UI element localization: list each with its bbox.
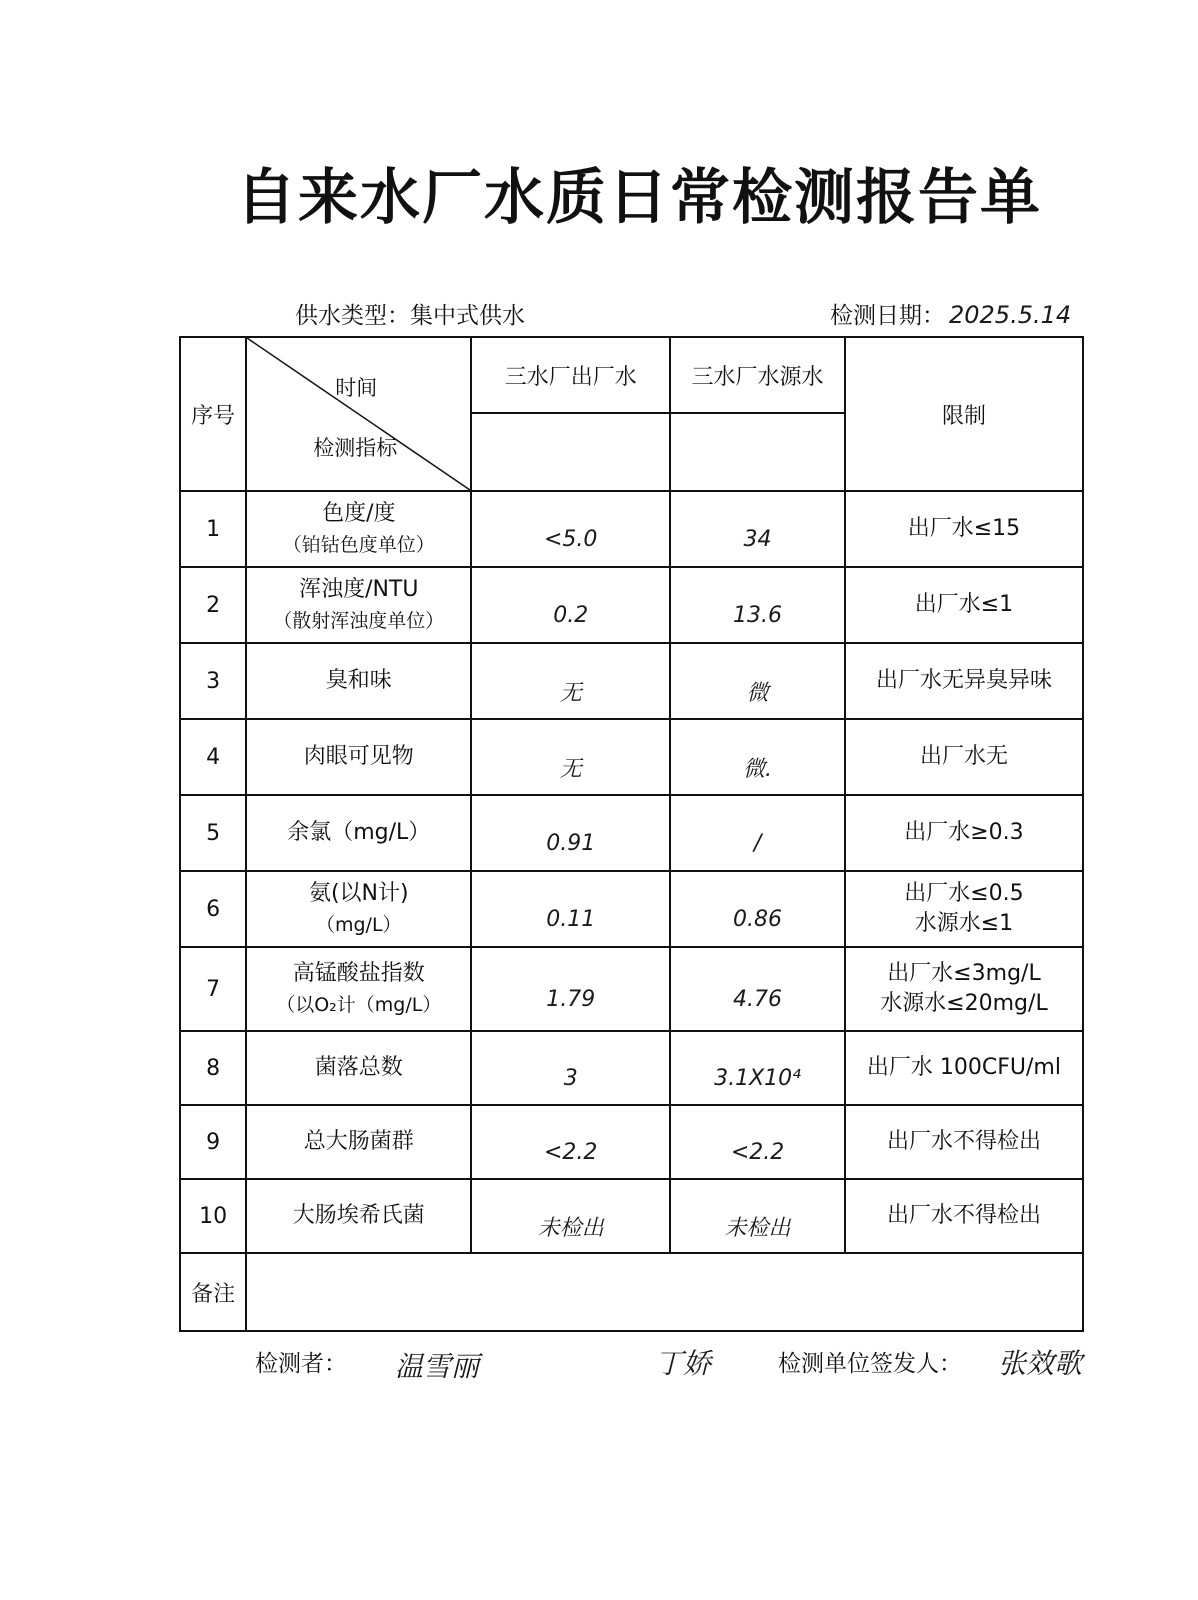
handwritten-value: 微 [746,680,769,706]
table-row [180,1031,1083,1105]
value-source [670,947,845,1031]
indicator-name: 余氯（mg/L） [287,820,431,845]
location-header-source: 三水厂水源水 [670,337,845,413]
handwritten-value: 0.86 [733,906,783,932]
limit-line: 出厂水≥0.3 [904,820,1024,845]
issuer-label: 检测单位签发人： [778,1351,962,1377]
value-outlet [471,1179,670,1253]
indicator-name: 臭和味 [325,668,392,693]
value-outlet [471,567,670,643]
report-table [179,336,1084,1332]
handwritten-value: <2.2 [543,1139,598,1165]
limit-line: 出厂水≤3mg/L [887,961,1041,986]
indicator-name: 色度/度 [322,501,396,526]
indicator-name: 氨(以N计) [308,881,409,906]
table-row [180,1105,1083,1179]
time-header: 时间 [335,376,378,400]
row-indicator [246,1105,471,1179]
row-indicator [246,643,471,719]
handwritten-value: 未检出 [724,1215,791,1241]
row-indicator [246,795,471,871]
row-seq: 7 [180,947,246,1031]
test-date [830,297,1071,330]
time-cell-outlet [471,413,670,491]
value-outlet [471,795,670,871]
value-source [670,1179,845,1253]
test-date-label: 检测日期： [830,303,945,329]
limit-line: 出厂水无异臭异味 [875,668,1052,693]
handwritten-value: 13.6 [733,602,783,628]
row-seq: 10 [180,1179,246,1253]
value-source [670,1031,845,1105]
issuer-signature: 张效歌 [998,1347,1083,1380]
handwritten-value: 未检出 [537,1215,604,1241]
indicator-name: 菌落总数 [314,1055,403,1080]
table-row [180,795,1083,871]
row-seq: 5 [180,795,246,871]
row-seq: 8 [180,1031,246,1105]
value-outlet [471,643,670,719]
handwritten-value: 3.1X10⁴ [714,1065,801,1091]
limit-line: 出厂水 100CFU/ml [866,1055,1061,1080]
handwritten-value: 0.91 [546,830,596,856]
indicator-unit: （以O₂计（mg/L） [276,994,442,1016]
value-outlet [471,719,670,795]
indicator-unit: （mg/L） [315,914,402,936]
row-seq: 1 [180,491,246,567]
supply-type [295,297,525,330]
report-title: 自来水厂水质日常检测报告单 [236,163,1042,233]
seq-header: 序号 [180,337,246,491]
row-seq: 6 [180,871,246,947]
row-indicator [246,871,471,947]
diagonal-line [247,338,470,490]
row-indicator [246,719,471,795]
handwritten-value: 无 [559,680,582,706]
limit-line: 水源水≤20mg/L [880,991,1048,1016]
table-row [180,643,1083,719]
row-indicator [246,947,471,1031]
value-source [670,1105,845,1179]
table-row [180,567,1083,643]
value-source [670,643,845,719]
row-limit [845,871,1083,947]
value-outlet [471,1031,670,1105]
handwritten-value: 0.11 [546,906,596,932]
tester-signature-1: 温雪丽 [395,1350,480,1383]
indicator-header: 检测指标 [313,436,398,460]
table-row [180,491,1083,567]
row-limit [845,567,1083,643]
remark-value [246,1253,1083,1331]
table-row [180,719,1083,795]
limit-line: 出厂水不得检出 [886,1129,1041,1154]
limit-line: 出厂水≤15 [907,516,1021,541]
supply-type-value: 集中式供水 [410,303,525,329]
row-limit [845,491,1083,567]
tester-signature-2: 丁娇 [655,1347,712,1380]
indicator-name: 浑浊度/NTU [299,577,419,602]
row-indicator [246,567,471,643]
indicator-name: 肉眼可见物 [303,744,414,769]
value-outlet [471,491,670,567]
indicator-name: 高锰酸盐指数 [292,961,425,986]
test-date-value: 2025.5.14 [949,301,1072,329]
handwritten-value: 微. [743,756,773,782]
row-seq: 4 [180,719,246,795]
value-outlet [471,1105,670,1179]
remark-label: 备注 [180,1253,246,1331]
time-cell-source [670,413,845,491]
diagonal-header [246,337,471,491]
row-seq: 2 [180,567,246,643]
handwritten-value: 4.76 [733,986,783,1012]
value-outlet [471,947,670,1031]
row-indicator [246,1179,471,1253]
handwritten-value: 无 [559,756,582,782]
tester-label: 检测者： [255,1351,347,1377]
handwritten-value: <2.2 [730,1139,785,1165]
location-header-outlet: 三水厂出厂水 [471,337,670,413]
limit-line: 出厂水≤1 [914,592,1014,617]
row-seq: 9 [180,1105,246,1179]
value-source [670,719,845,795]
row-limit [845,643,1083,719]
value-source [670,871,845,947]
handwritten-value: 0.2 [553,602,589,628]
limit-header: 限制 [845,337,1083,491]
table-row [180,947,1083,1031]
row-seq: 3 [180,643,246,719]
row-indicator [246,1031,471,1105]
handwritten-value: <5.0 [543,526,598,552]
limit-line: 水源水≤1 [914,911,1014,936]
row-limit [845,1179,1083,1253]
limit-line: 出厂水≤0.5 [904,881,1024,906]
value-source [670,491,845,567]
limit-line: 出厂水无 [919,744,1008,769]
row-limit [845,1105,1083,1179]
row-limit [845,719,1083,795]
value-source [670,795,845,871]
row-limit [845,1031,1083,1105]
row-limit [845,947,1083,1031]
indicator-unit: （铂钴色度单位） [282,534,435,556]
indicator-unit: （散射浑浊度单位） [273,610,445,632]
supply-type-label: 供水类型： [295,303,410,329]
table-row [180,871,1083,947]
value-outlet [471,871,670,947]
handwritten-value: 3 [563,1065,578,1091]
remark-row [180,1253,1083,1331]
table-row [180,1179,1083,1253]
handwritten-value: / [753,830,762,856]
value-source [670,567,845,643]
handwritten-value: 1.79 [546,986,596,1012]
indicator-name: 总大肠菌群 [303,1129,414,1154]
indicator-name: 大肠埃希氏菌 [292,1203,425,1228]
handwritten-value: 34 [743,526,772,552]
row-limit [845,795,1083,871]
limit-line: 出厂水不得检出 [886,1203,1041,1228]
row-indicator [246,491,471,567]
